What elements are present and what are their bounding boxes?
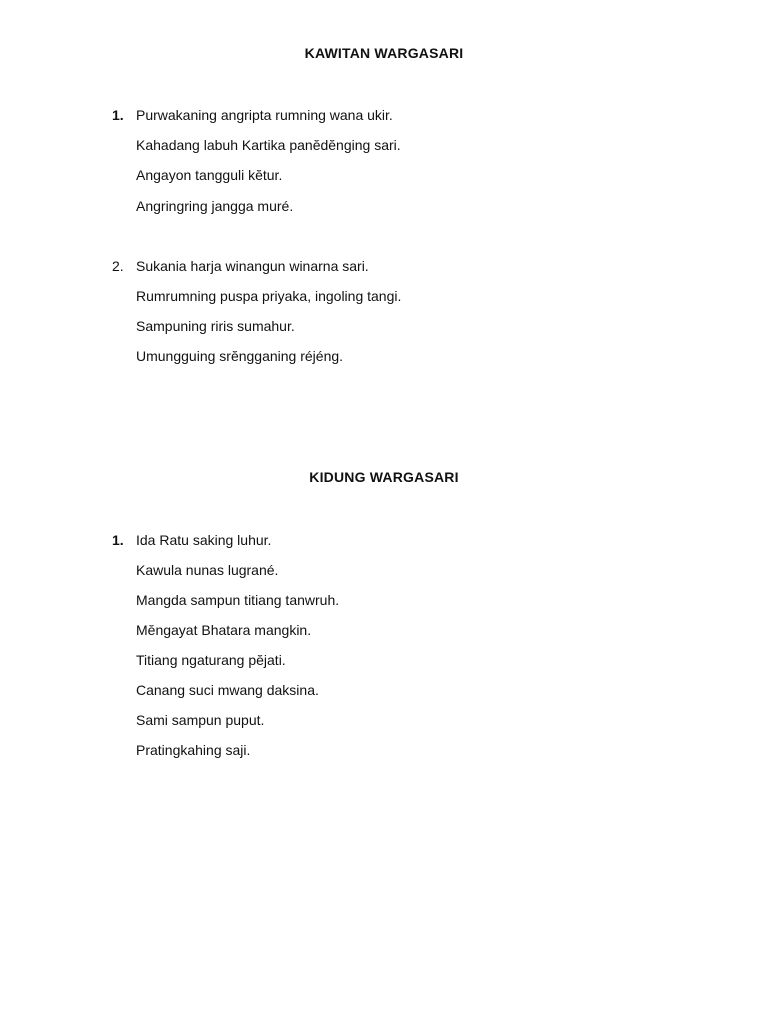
verse-number: 2. (112, 258, 124, 274)
verse-line: Sami sampun puput. (136, 712, 265, 728)
verse-line: Umungguing srĕngganing réjéng. (136, 348, 344, 364)
verse-line: Kahadang labuh Kartika panĕdĕnging sari. (136, 137, 401, 153)
verse-line: Mangda sampun titiang tanwruh. (136, 592, 340, 608)
verse-line: Titiang ngaturang pĕjati. (136, 652, 286, 668)
verse-number: 1. (112, 532, 124, 548)
verse-line: Canang suci mwang daksina. (136, 682, 319, 698)
verse-line: Sukania harja winangun winarna sari. (136, 258, 369, 274)
verse-line: Mĕngayat Bhatara mangkin. (136, 622, 312, 638)
section-title-kawitan: KAWITAN WARGASARI (304, 45, 464, 61)
verse-line: Angringring jangga muré. (136, 198, 294, 214)
verse-line: Kawula nunas lugrané. (136, 562, 279, 578)
verse-line: Angayon tangguli kĕtur. (136, 167, 283, 183)
section-title-kidung: KIDUNG WARGASARI (309, 469, 459, 485)
verse-number: 1. (112, 107, 124, 123)
verse-line: Rumrumning puspa priyaka, ingoling tangi. (136, 288, 402, 304)
verse-line: Sampuning riris sumahur. (136, 318, 295, 334)
verse-line: Purwakaning angripta rumning wana ukir. (136, 107, 393, 123)
verse-line: Pratingkahing saji. (136, 742, 251, 758)
verse-line: Ida Ratu saking luhur. (136, 532, 272, 548)
